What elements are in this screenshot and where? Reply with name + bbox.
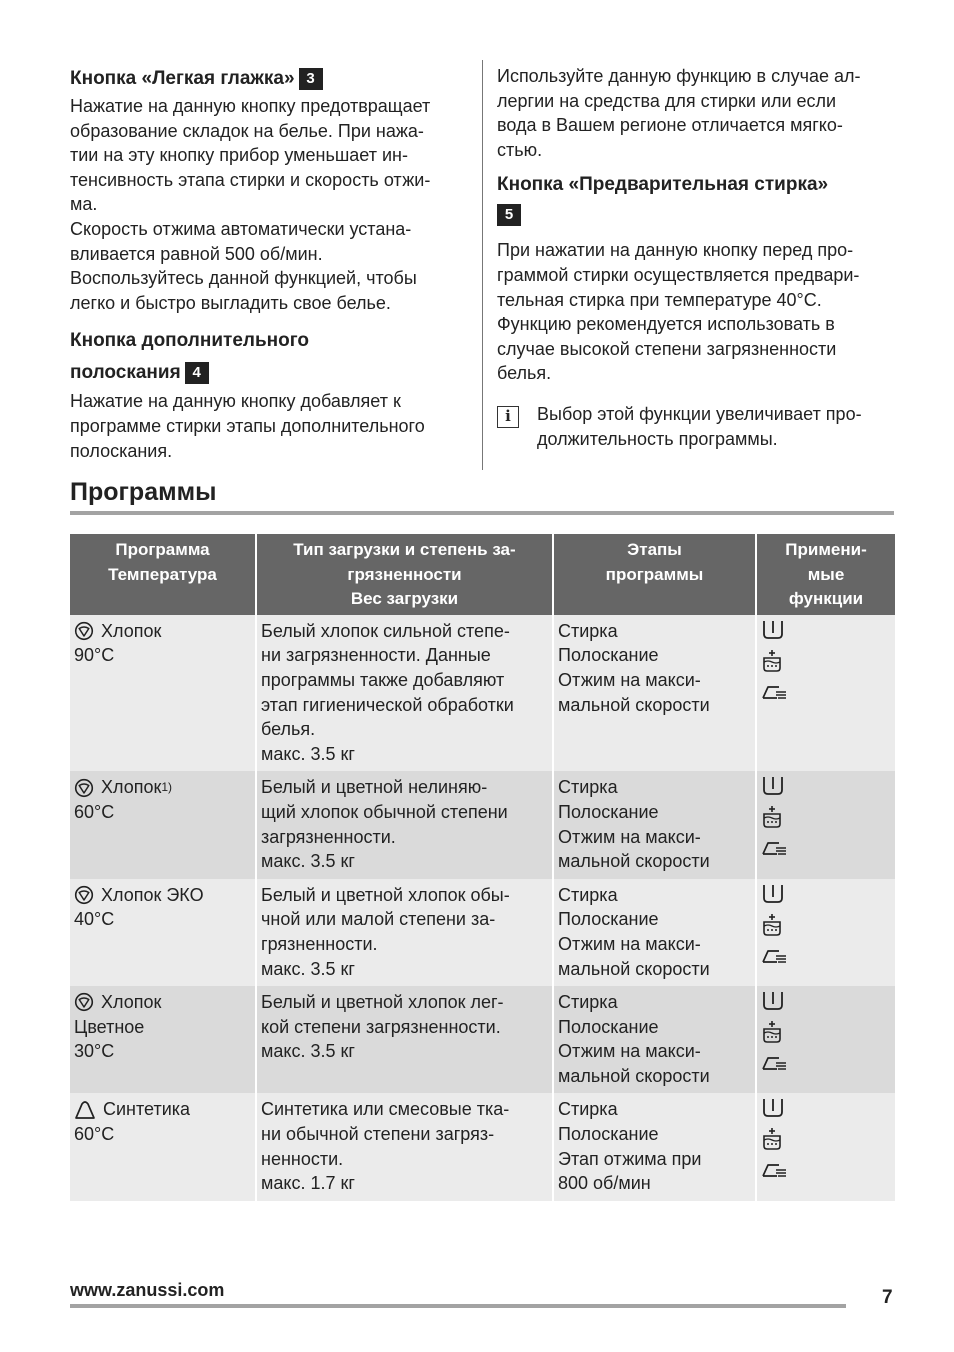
column-divider <box>482 60 483 470</box>
functions-cell <box>756 615 895 772</box>
badge-5: 5 <box>497 204 521 226</box>
table-row <box>70 986 895 1093</box>
info-note: i Выбор этой функции увеличивает про- должительность программы. <box>497 402 897 451</box>
prewash-icon <box>761 914 787 936</box>
program-cell: Синтетика 60°C <box>70 1093 256 1200</box>
synthetics-icon <box>74 1100 96 1120</box>
program-cell: Хлопок ЭКО 40°C <box>70 879 256 986</box>
program-cell: Хлопок 90°C <box>70 615 256 772</box>
functions-cell <box>756 1093 895 1200</box>
program-cell: Хлопок Цветное 30°C <box>70 986 256 1093</box>
right-column <box>497 64 897 451</box>
programs-title: Программы <box>70 478 217 506</box>
functions-cell <box>756 771 895 878</box>
footer-rule <box>70 1304 846 1308</box>
table-row <box>70 615 895 772</box>
prewash-icon <box>761 1128 787 1150</box>
easy-iron-text: Нажатие на данную кнопку предотвращает образование складок на белье. При нажа- тии на эту кнопку прибор уменьшает ин- тенсивность этапа стирки и скорость отжи- ма. Скорость отжима автоматически устана- вливается равной 500 об/мин. Воспользуйтесь данной функцией, чтобы легко и быстро выгладить свое белье. <box>70 96 431 313</box>
footer-url[interactable]: www.zanussi.com <box>70 1280 225 1300</box>
stages-cell: Стирка Полоскание Отжим на макси- мальной скорости <box>553 986 756 1093</box>
table-row <box>70 771 895 878</box>
easy-iron-icon <box>761 1052 787 1074</box>
extra-rinse-icon <box>761 1097 787 1119</box>
prewash-heading: Кнопка «Предварительная стирка» 5 <box>497 170 897 230</box>
load-cell: Белый и цветной нелиняю- щий хлопок обычной степени загрязненности. макс. 3.5 кг <box>256 771 553 878</box>
page-number: 7 <box>882 1287 893 1308</box>
prewash-icon <box>761 650 787 672</box>
programs-title-rule <box>70 511 894 515</box>
easy-iron-heading: Кнопка «Легкая глажка» 3 <box>70 64 470 94</box>
cotton-icon <box>74 885 94 905</box>
load-cell: Белый хлопок сильной степе- ни загрязненности. Данные программы также добавляют этап гигиенической обработки белья. макс. 3.5 кг <box>256 615 553 772</box>
badge-4: 4 <box>185 362 209 384</box>
cotton-icon <box>74 778 94 798</box>
header-load: Тип загрузки и степень за- грязненности Вес загрузки <box>256 534 553 615</box>
extra-rinse-heading: Кнопка дополнительного полоскания 4 <box>70 330 309 384</box>
prewash-icon <box>761 1021 787 1043</box>
stages-cell: Стирка Полоскание Отжим на макси- мальной скорости <box>553 771 756 878</box>
header-functions: Примени- мые функции <box>756 534 895 615</box>
stages-cell: Стирка Полоскание Отжим на макси- мальной скорости <box>553 879 756 986</box>
prewash-icon <box>761 806 787 828</box>
functions-cell <box>756 986 895 1093</box>
table-header-row <box>70 534 895 615</box>
left-column <box>70 64 470 463</box>
program-cell: Хлопок 1) 60°C <box>70 771 256 878</box>
cotton-icon <box>74 992 94 1012</box>
functions-cell <box>756 879 895 986</box>
prewash-text: При нажатии на данную кнопку перед про- граммой стирки осуществляется предвари- тельная стирка при температуре 40°C. Функцию рекомендуется использовать в случае высокой степени загрязненности белья. <box>497 240 860 384</box>
easy-iron-icon <box>761 837 787 859</box>
extra-rinse-continued-text: Используйте данную функцию в случае ал- лергии на средства для стирки или если вода в Вашем регионе отличается мягко- стью. <box>497 66 861 160</box>
programs-table <box>70 534 895 1201</box>
extra-rinse-text: Нажатие на данную кнопку добавляет к программе стирки этапы дополнительного полоскания. <box>70 391 425 461</box>
easy-iron-icon <box>761 1159 787 1181</box>
info-icon: i <box>497 406 519 428</box>
table-row <box>70 1093 895 1200</box>
load-cell: Синтетика или смесовые тка- ни обычной степени загряз- ненности. макс. 1.7 кг <box>256 1093 553 1200</box>
stages-cell: Стирка Полоскание Этап отжима при 800 об/мин <box>553 1093 756 1200</box>
cotton-icon <box>74 621 94 641</box>
table-row <box>70 879 895 986</box>
extra-rinse-icon <box>761 990 787 1012</box>
footnote-marker: 1) <box>161 780 173 795</box>
load-cell: Белый и цветной хлопок лег- кой степени загрязненности. макс. 3.5 кг <box>256 986 553 1093</box>
extra-rinse-icon <box>761 883 787 905</box>
easy-iron-icon <box>761 681 787 703</box>
extra-rinse-icon <box>761 619 787 641</box>
header-program: Программа Температура <box>70 534 256 615</box>
badge-3: 3 <box>299 68 323 90</box>
easy-iron-icon <box>761 945 787 967</box>
extra-rinse-icon <box>761 775 787 797</box>
header-stages: Этапы программы <box>553 534 756 615</box>
stages-cell: Стирка Полоскание Отжим на макси- мальной скорости <box>553 615 756 772</box>
load-cell: Белый и цветной хлопок обы- чной или малой степени за- грязненности. макс. 3.5 кг <box>256 879 553 986</box>
